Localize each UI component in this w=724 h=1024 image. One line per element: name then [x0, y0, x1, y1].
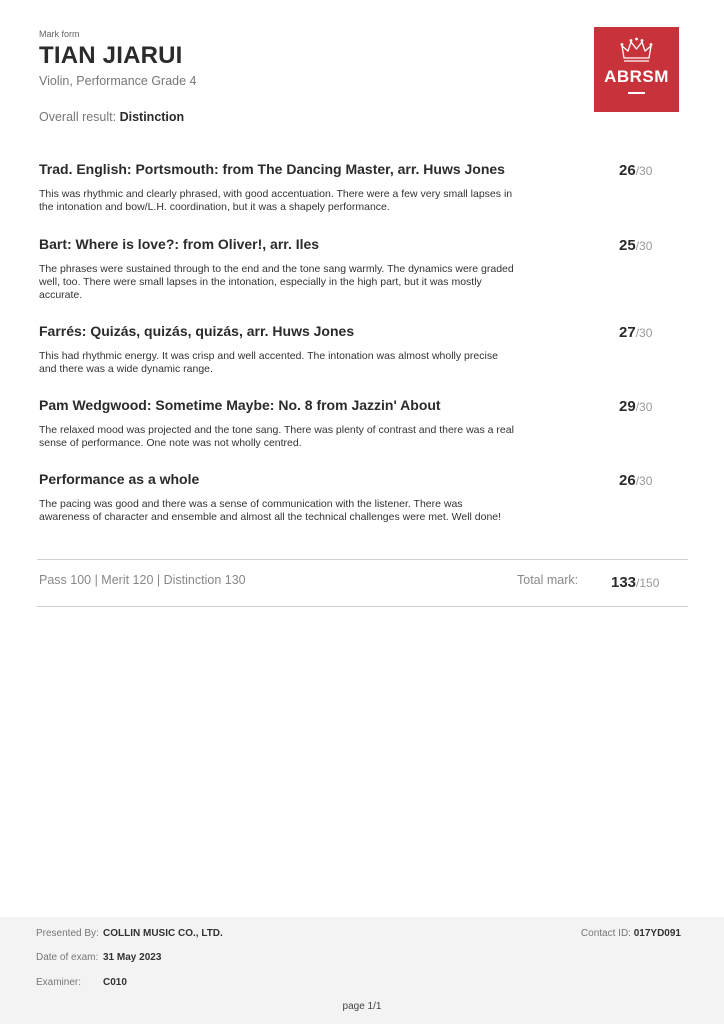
logo-underline: [628, 92, 645, 94]
mark-value: 25: [619, 237, 636, 254]
grade-thresholds: Pass 100 | Merit 120 | Distinction 130: [39, 573, 246, 587]
piece-title: Farrés: Quizás, quizás, quizás, arr. Huws Jones: [39, 323, 355, 339]
overall-result: [39, 110, 184, 124]
piece-title: Performance as a whole: [39, 471, 200, 487]
instrument-grade: Violin, Performance Grade 4: [39, 74, 197, 88]
piece-mark: [619, 237, 652, 254]
piece-mark: [619, 162, 652, 179]
piece-mark: [619, 472, 652, 489]
mark-value: 27: [619, 324, 636, 341]
examiner-value: C010: [103, 977, 127, 988]
page-number: page 1/1: [342, 1001, 382, 1012]
contact-id: [581, 928, 681, 939]
overall-result-label: Overall result:: [39, 110, 117, 124]
contact-id-label: Contact ID:: [580, 928, 631, 939]
piece-comment: This was rhythmic and clearly phrased, with good accentuation. There were a few very small lapses in the intonation and bow/L.H. coordination, but it was a shapely performance.: [39, 188, 513, 213]
total-mark: [611, 574, 659, 591]
footer: [0, 917, 724, 1024]
exam-date-label: Date of exam:: [36, 952, 99, 963]
mark-out-of: /30: [635, 239, 653, 253]
piece-mark: [619, 324, 652, 341]
overall-result-value: Distinction: [119, 110, 185, 124]
presented-by-label: Presented By:: [36, 928, 99, 939]
crown-icon: [594, 27, 679, 67]
total-mark-value: 133: [611, 574, 637, 591]
examiner-label: Examiner:: [36, 977, 82, 988]
mark-value: 26: [619, 472, 636, 489]
piece-comment: This had rhythmic energy. It was crisp and well accented. The intonation was almost wholly precise and there was a wide dynamic range.: [39, 350, 498, 375]
piece-title: Trad. English: Portsmouth: from The Dancing Master, arr. Huws Jones: [39, 161, 505, 177]
piece-comment: The pacing was good and there was a sense of communication with the listener. There was awareness of character and ensemble and almost all the technical challenges were met. Well done!: [39, 498, 502, 523]
total-mark-out-of: /150: [636, 576, 660, 590]
mark-out-of: /30: [635, 326, 653, 340]
mark-value: 29: [619, 398, 636, 415]
mark-value: 26: [619, 162, 636, 179]
mark-out-of: /30: [635, 164, 653, 178]
abrsm-logo: [594, 27, 679, 112]
divider: [37, 559, 688, 560]
piece-title: Bart: Where is love?: from Oliver!, arr. Iles: [39, 236, 320, 252]
contact-id-value: 017YD091: [633, 928, 681, 939]
logo-text: ABRSM: [604, 67, 669, 86]
total-mark-label: Total mark:: [517, 573, 579, 587]
mark-out-of: /30: [635, 474, 653, 488]
mark-form-label: Mark form: [39, 29, 80, 39]
piece-mark: [619, 398, 652, 415]
piece-comment: The relaxed mood was projected and the tone sang. There was plenty of contrast and there was a real sense of performance. One note was not wholly centred.: [39, 424, 514, 449]
piece-comment: The phrases were sustained through to the end and the tone sang warmly. The dynamics were graded well, too. There were small lapses in the intonation, especially in the high part, but it was mostly accurate.: [39, 263, 514, 301]
piece-title: Pam Wedgwood: Sometime Maybe: No. 8 from Jazzin' About: [39, 397, 441, 413]
divider: [37, 606, 688, 607]
exam-date-value: 31 May 2023: [103, 952, 162, 963]
mark-out-of: /30: [635, 400, 653, 414]
candidate-name: TIAN JIARUI: [39, 42, 183, 69]
presented-by-value: COLLIN MUSIC CO., LTD.: [103, 928, 223, 939]
